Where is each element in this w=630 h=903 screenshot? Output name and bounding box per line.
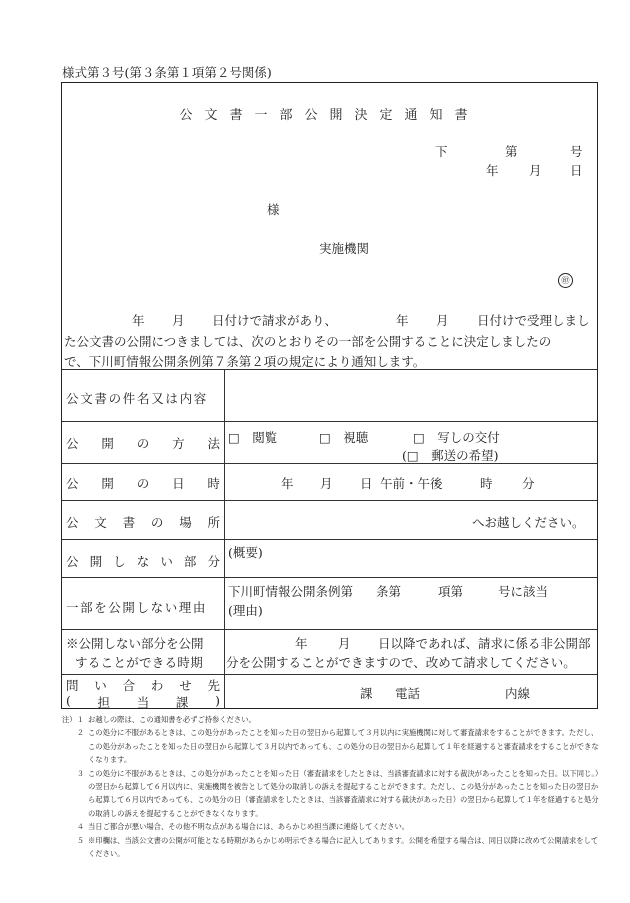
future-label-2: することができる時期 bbox=[75, 655, 204, 670]
seal-mark: ㊞ bbox=[558, 273, 573, 288]
ref-dai: 第 bbox=[505, 144, 518, 159]
table-top-line bbox=[62, 369, 597, 370]
method-option-audio[interactable]: □ 視聴 bbox=[319, 430, 369, 445]
future-label-1: ※公開しない部分を公開 bbox=[66, 636, 204, 651]
place-value: へお越しください。 bbox=[472, 515, 585, 530]
contact-label: 問 い 合 わ せ 先 bbox=[66, 678, 220, 693]
body-mid: 日付けで請求があり、 bbox=[212, 313, 338, 328]
note-item bbox=[62, 820, 602, 833]
reason-label: 一部を公開しない理由 bbox=[66, 600, 208, 615]
open-date-minute: 分 bbox=[522, 476, 535, 491]
reason-line-2: (理由) bbox=[228, 603, 263, 618]
date-month: 月 bbox=[529, 163, 542, 178]
note-text: 当日ご都合が悪い場合、その他不明な点がある場合には、あらかじめ担当課に連絡してください。 bbox=[88, 822, 410, 832]
open-date-year: 年 bbox=[281, 476, 294, 491]
contact-section: 課 bbox=[360, 686, 373, 701]
date-day: 日 bbox=[570, 163, 583, 178]
note-text: お越しの際は、この通知書を必ずご持参ください。 bbox=[88, 715, 256, 724]
row-divider bbox=[62, 577, 597, 578]
contact-section-label: ( 担 当 課 ) bbox=[66, 693, 220, 710]
note-number: ４ bbox=[76, 822, 84, 832]
note-item bbox=[62, 834, 602, 861]
notes bbox=[62, 713, 602, 860]
note-item bbox=[62, 726, 602, 766]
nondisclosed-label: 公 開 し な い 部 分 bbox=[66, 554, 220, 569]
nondisclosed-value: (概要) bbox=[228, 545, 263, 560]
open-date-month: 月 bbox=[320, 476, 333, 491]
row-divider bbox=[62, 629, 597, 630]
row-divider bbox=[62, 539, 597, 540]
method-option-copy[interactable]: □ 写しの交付 bbox=[413, 430, 500, 445]
place-label: 公 文 書 の 場 所 bbox=[66, 515, 220, 530]
note-number: ２ bbox=[76, 728, 84, 738]
future-year: 年 bbox=[295, 636, 308, 651]
method-option-view[interactable]: □ 閲覧 bbox=[228, 430, 278, 445]
contact-phone: 電話 bbox=[395, 686, 421, 701]
future-month: 月 bbox=[338, 636, 351, 651]
body-year-1: 年 bbox=[132, 313, 145, 328]
open-date-hour: 時 bbox=[480, 476, 493, 491]
addressee-suffix: 様 bbox=[267, 202, 280, 217]
future-line-2: 分を公開することができますので、改めて請求してください。 bbox=[226, 655, 576, 670]
notice-form bbox=[61, 82, 598, 709]
future-line-1: 日以降であれば、請求に係る非公開部 bbox=[378, 636, 591, 651]
body-year-2: 年 bbox=[396, 313, 409, 328]
agency-label: 実施機関 bbox=[319, 241, 370, 256]
reason-line-1b: 条第 bbox=[376, 584, 402, 599]
note-number: ５ bbox=[76, 835, 84, 845]
ref-go: 号 bbox=[570, 144, 583, 159]
body-month-1: 月 bbox=[172, 313, 185, 328]
body-end: 日付けで受理しまし bbox=[477, 313, 590, 328]
body-line-2: た公文書の公開につきましては、次のとおりその一部を公開することに決定しましたの bbox=[64, 334, 552, 349]
reason-line-1d: 号に該当 bbox=[498, 584, 549, 599]
document-title: 公文書一部公開決定通知書 bbox=[179, 108, 480, 123]
row-divider bbox=[62, 421, 597, 422]
note-text: この処分に不服があるときは、この処分があったことを知った日の翌日から起算して３月以内に実施機関に対して審査請求をすることができます。ただし、この処分があったことを知った日の翌日から起算して３月以内であっても、この処分の日の翌日から起算して１年を経過すると審査請求をすることができなくなります。 bbox=[88, 728, 599, 765]
note-text: ※印欄は、当該公文書の公開が可能となる時期があらかじめ明示できる場合に記入してあります。公開を希望する場合は、同日以降に改めて公開請求をしてください。 bbox=[88, 835, 599, 859]
date-label: 公 開 の 日 時 bbox=[66, 476, 220, 491]
note-item bbox=[62, 767, 602, 821]
note-item bbox=[62, 713, 602, 726]
note-number: 注）１ bbox=[62, 715, 84, 724]
date-year: 年 bbox=[486, 163, 499, 178]
open-date-ampm: 午前・午後 bbox=[380, 476, 443, 491]
method-label: 公 開 の 方 法 bbox=[66, 436, 220, 451]
ref-prefix: 下 bbox=[435, 144, 448, 159]
column-divider bbox=[224, 369, 225, 708]
name-label: 公文書の件名又は内容 bbox=[66, 391, 209, 406]
method-option-mail[interactable]: (□ 郵送の希望) bbox=[402, 448, 499, 463]
reason-line-1a: 下川町情報公開条例第 bbox=[228, 584, 354, 599]
row-divider bbox=[62, 500, 597, 501]
row-divider bbox=[62, 674, 597, 675]
body-month-2: 月 bbox=[436, 313, 449, 328]
contact-extension: 内線 bbox=[505, 686, 531, 701]
form-number: 様式第３号(第３条第１項第２号関係) bbox=[62, 65, 272, 80]
note-text: この処分に不服があるときは、この処分があったことを知った日（審査請求をしたときは、当該審査請求に対する裁決があったことを知った日。以下同じ。）の翌日から起算して６月以内に、実施機関を被告として処分の取消しの訴えを提起することができます。ただし、この処分があったことを知った日の翌日から起算して６月以内であっても、この処分の日（審査請求をしたときは、当該審査請求に対する裁決があった日）の翌日から起算して１年を経過すると処分の取消しの訴えを提起することができなくなります。 bbox=[88, 768, 599, 818]
note-number: ３ bbox=[76, 768, 84, 778]
open-date-day: 日 bbox=[360, 476, 373, 491]
body-line-3: で、下川町情報公開条例第７条第２項の規定により通知します。 bbox=[64, 354, 426, 369]
reason-line-1c: 項第 bbox=[438, 584, 464, 599]
row-divider bbox=[62, 463, 597, 464]
